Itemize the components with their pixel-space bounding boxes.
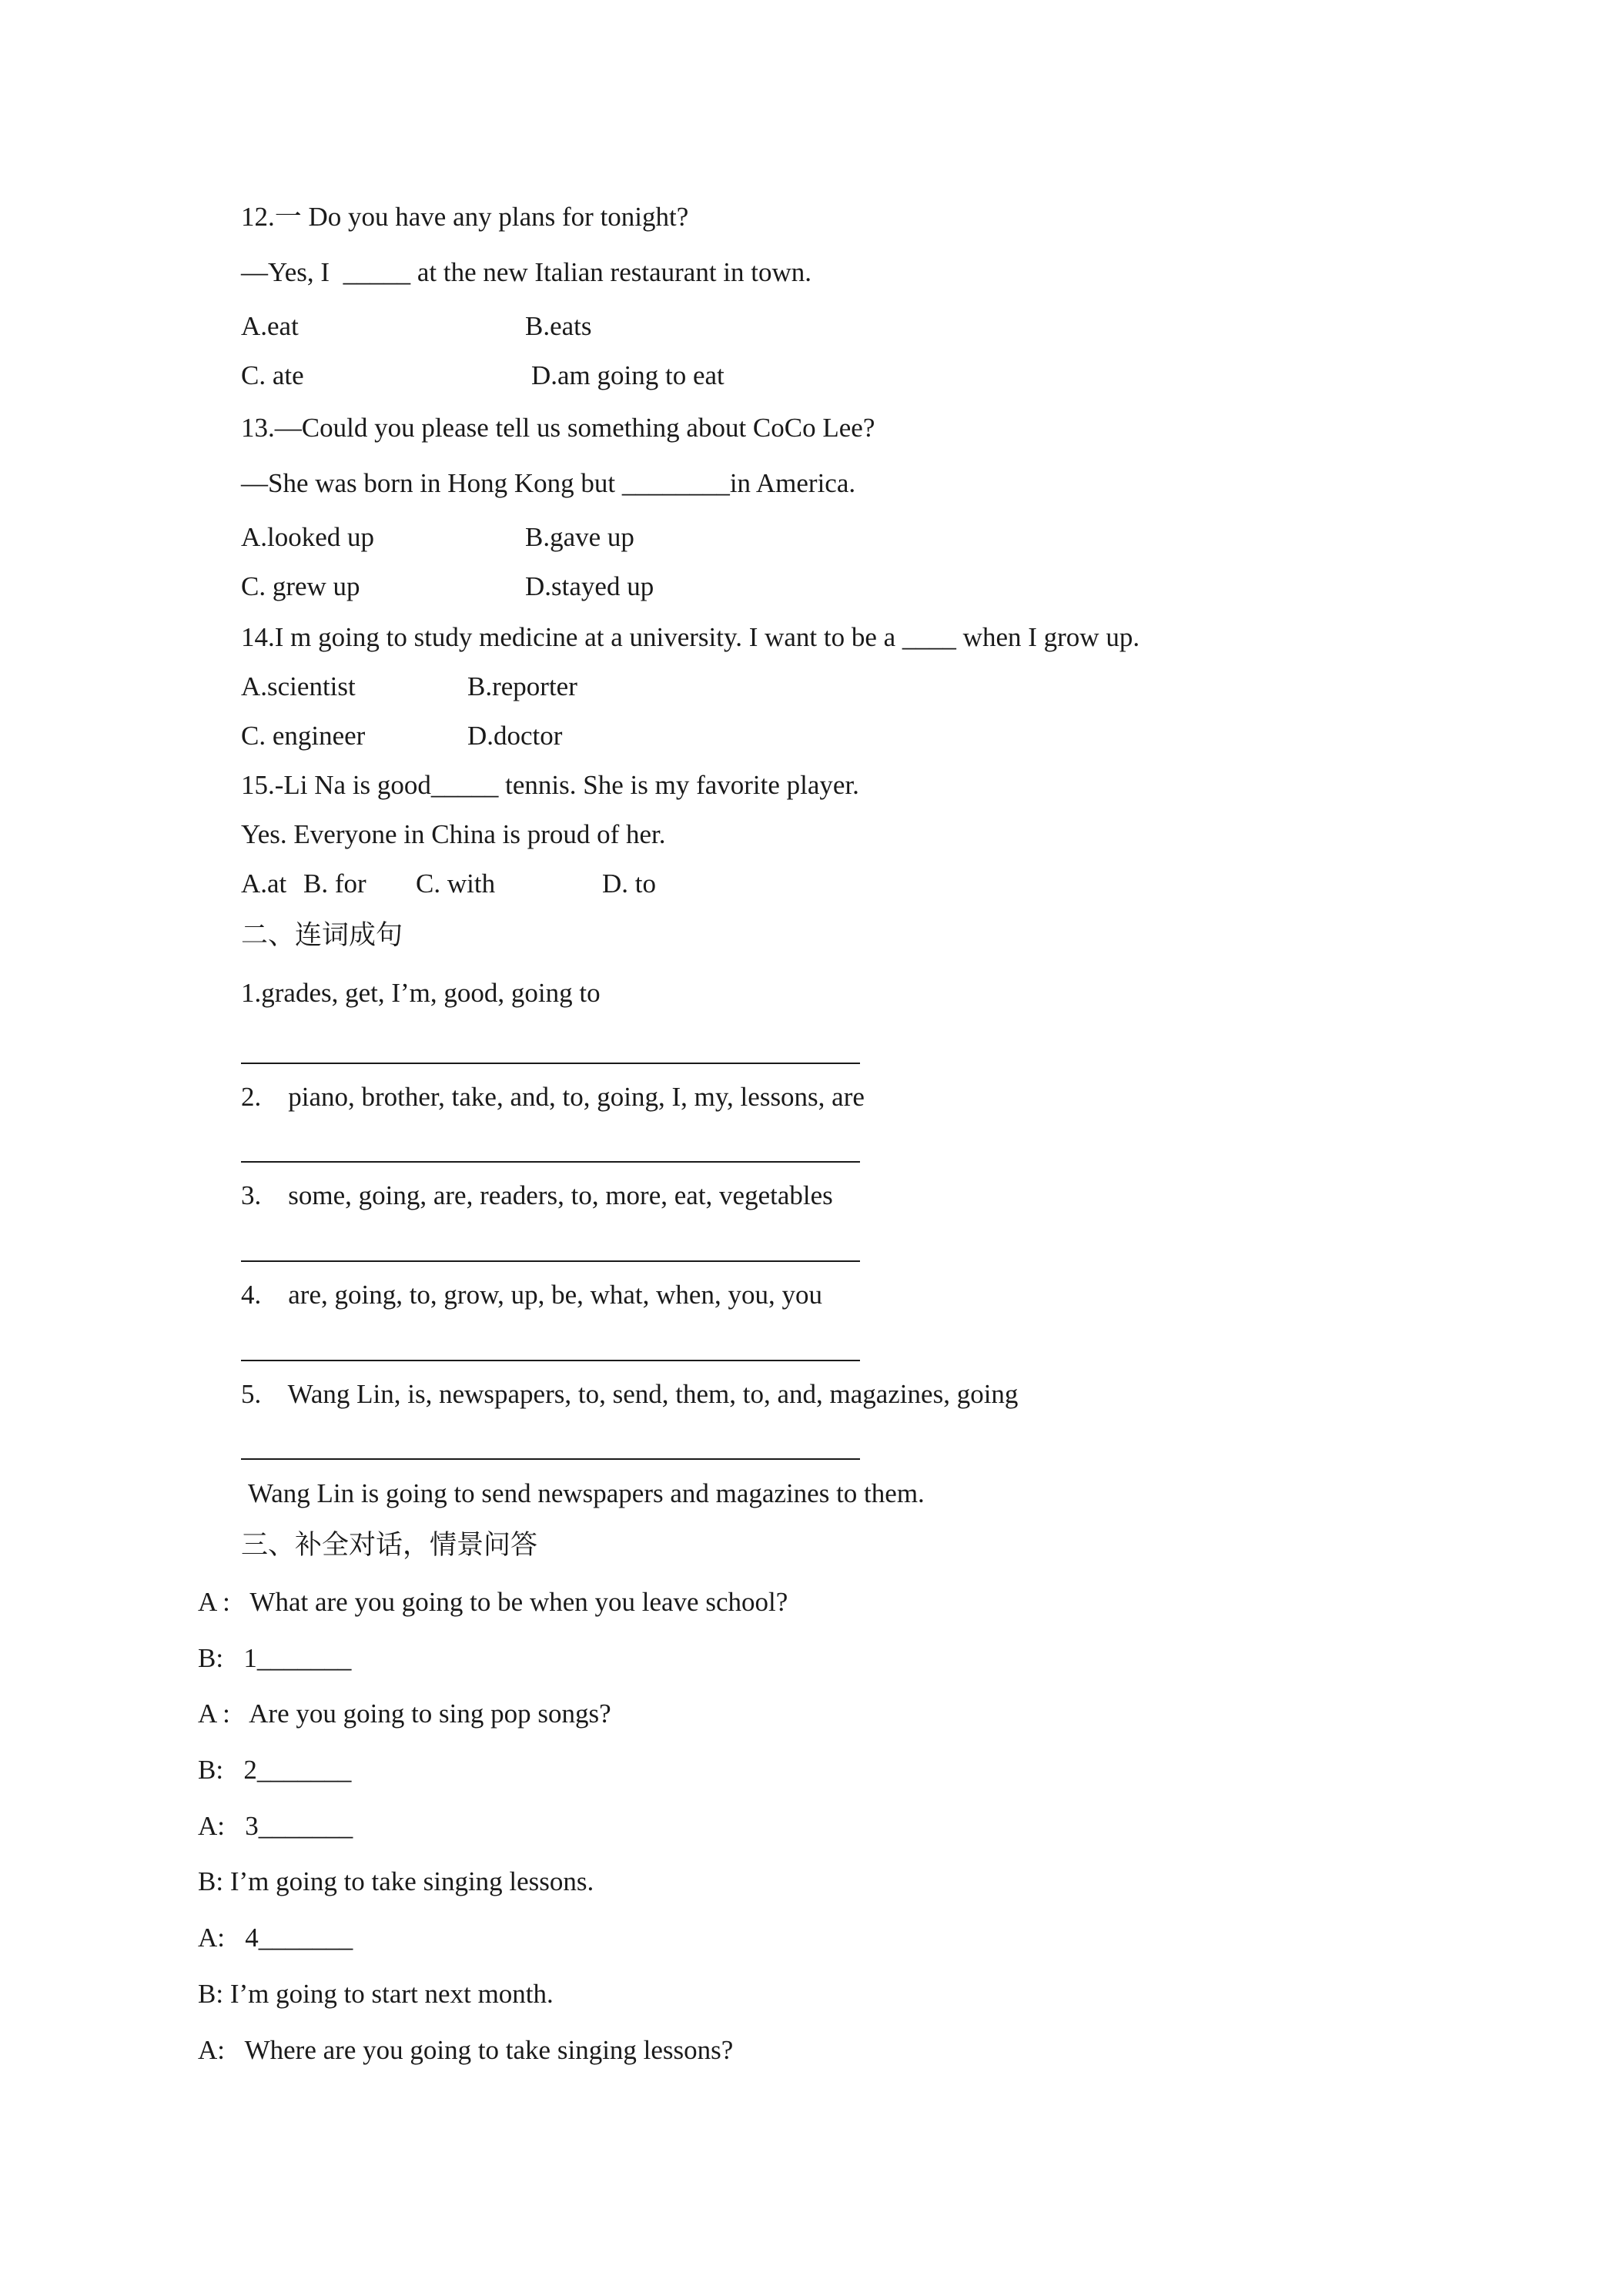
- section2-item-5: 5. Wang Lin, is, newspapers, to, send, them, to, and, magazines, going: [241, 1379, 1019, 1409]
- section2-item-1: 1.grades, get, I’m, good, going to: [241, 978, 601, 1008]
- q12-option-c[interactable]: C. ate: [241, 360, 304, 390]
- q12-answer-prompt: —Yes, I _____ at the new Italian restaurant in town.: [241, 257, 812, 287]
- q13-question: 13.—Could you please tell us something about CoCo Lee?: [241, 413, 875, 443]
- q14-option-a[interactable]: A.scientist: [241, 671, 356, 701]
- q13-option-b[interactable]: B.gave up: [525, 522, 634, 552]
- q13-option-c[interactable]: C. grew up: [241, 571, 360, 601]
- section2-answer-line-5[interactable]: [241, 1458, 860, 1460]
- dialogue-line-5[interactable]: A: 3_______: [198, 1811, 353, 1841]
- q15-question: 15.-Li Na is good_____ tennis. She is my favorite player.: [241, 770, 859, 800]
- q13-answer-prompt: —She was born in Hong Kong but ________in America.: [241, 468, 856, 498]
- section2-example-answer: Wang Lin is going to send newspapers and magazines to them.: [248, 1478, 925, 1508]
- section2-item-4: 4. are, going, to, grow, up, be, what, when, you, you: [241, 1280, 822, 1310]
- section2-item-3: 3. some, going, are, readers, to, more, eat, vegetables: [241, 1180, 833, 1210]
- q13-option-a[interactable]: A.looked up: [241, 522, 375, 552]
- q14-option-c[interactable]: C. engineer: [241, 721, 366, 751]
- dialogue-line-9: A: Where are you going to take singing lessons?: [198, 2035, 734, 2065]
- dialogue-line-4[interactable]: B: 2_______: [198, 1755, 352, 1785]
- section2-title: 二、连词成句: [241, 920, 403, 950]
- q12-question: 12.一 Do you have any plans for tonight?: [241, 202, 689, 232]
- q15-option-a[interactable]: A.at: [241, 869, 287, 899]
- dialogue-line-8: B: I’m going to start next month.: [198, 1979, 554, 2009]
- q12-option-b[interactable]: B.eats: [525, 311, 592, 341]
- section2-answer-line-4[interactable]: [241, 1360, 860, 1361]
- dialogue-line-7[interactable]: A: 4_______: [198, 1923, 353, 1953]
- section2-answer-line-2[interactable]: [241, 1161, 860, 1163]
- q14-question: 14.I m going to study medicine at a university. I want to be a ____ when I grow up.: [241, 622, 1140, 652]
- section2-item-2: 2. piano, brother, take, and, to, going, I, my, lessons, are: [241, 1082, 865, 1112]
- q12-option-d[interactable]: D.am going to eat: [531, 360, 724, 390]
- q15-option-d[interactable]: D. to: [602, 869, 656, 899]
- q14-option-d[interactable]: D.doctor: [467, 721, 563, 751]
- section3-title: 三、补全对话，情景问答: [241, 1530, 538, 1560]
- q14-option-b[interactable]: B.reporter: [467, 671, 577, 701]
- q15-option-b[interactable]: B. for: [303, 869, 366, 899]
- q12-option-a[interactable]: A.eat: [241, 311, 299, 341]
- dialogue-line-6: B: I’m going to take singing lessons.: [198, 1866, 594, 1896]
- section2-answer-line-1[interactable]: [241, 1063, 860, 1064]
- q15-option-c[interactable]: C. with: [416, 869, 496, 899]
- dialogue-line-1: A : What are you going to be when you leave school?: [198, 1587, 788, 1617]
- dialogue-line-2[interactable]: B: 1_______: [198, 1643, 352, 1673]
- q15-answer-prompt: Yes. Everyone in China is proud of her.: [241, 819, 666, 849]
- section2-answer-line-3[interactable]: [241, 1260, 860, 1262]
- dialogue-line-3: A : Are you going to sing pop songs?: [198, 1699, 611, 1729]
- q13-option-d[interactable]: D.stayed up: [525, 571, 654, 601]
